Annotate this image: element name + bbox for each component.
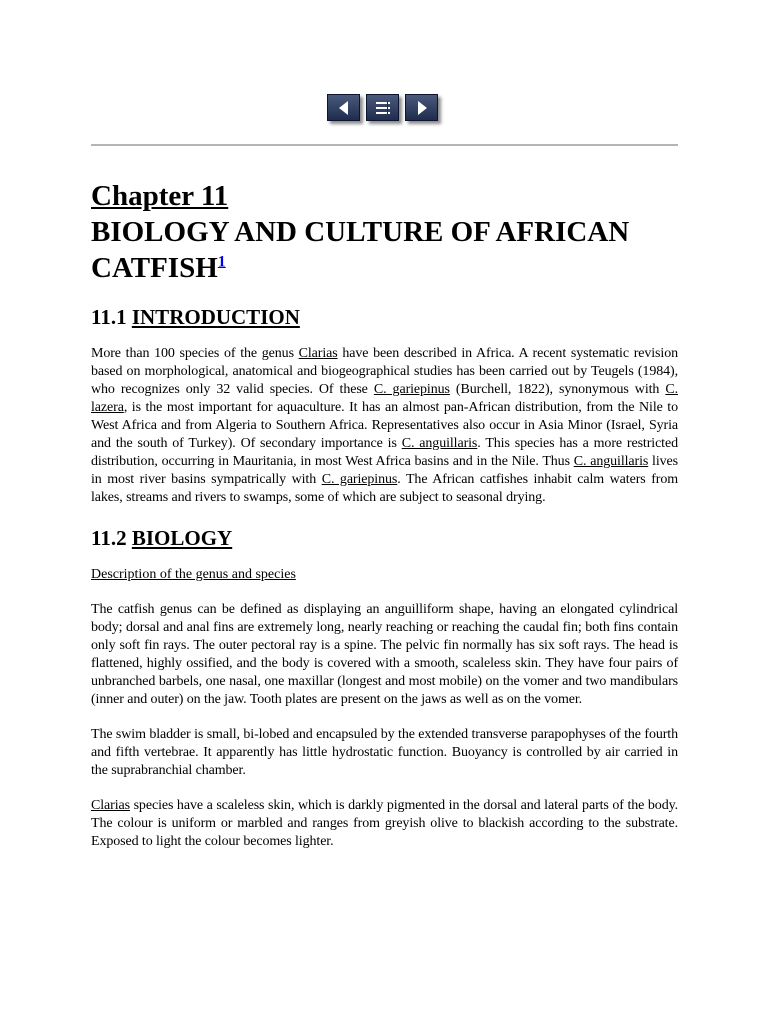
document-body (91, 178, 678, 868)
genus-name: Clarias (91, 798, 130, 813)
chapter-title: BIOLOGY AND CULTURE OF AFRICAN CATFISH (91, 216, 630, 284)
chapter-label: Chapter 11 (91, 180, 229, 212)
text-run: More than 100 species of the genus (91, 346, 299, 361)
previous-page-button[interactable] (327, 94, 360, 121)
species-name: C. gariepinus (373, 382, 450, 397)
section-heading-introduction (91, 304, 678, 330)
section-title: BIOLOGY (131, 526, 233, 550)
subheading: Description of the genus and species (91, 567, 296, 582)
section-number: 11.2 (91, 526, 132, 550)
body-paragraph (91, 797, 678, 851)
intro-paragraph (91, 345, 678, 507)
text-run: lives in most river basins sympatrically with (91, 454, 678, 487)
section-title: INTRODUCTION (131, 305, 300, 329)
species-name: C. anguillaris (573, 454, 649, 469)
footnote-link[interactable]: 1 (217, 253, 226, 271)
text-run: species have a scaleless skin, which is darkly pigmented in the dorsal and lateral parts of the body. The colour is uniform or marbled and ranges from greyish olive to blackish according to the substrate. Exposed to light the colour becomes lighter. (91, 798, 678, 849)
text-run: (Burchell, 1822), synonymous with (449, 382, 666, 397)
species-name: C. gariepinus (321, 472, 398, 487)
text-run: . The African catfishes inhabit calm waters from lakes, streams and rivers to swamps, some of which are subject to seasonal drying. (91, 472, 679, 505)
text-run: , is the most important for aquaculture. It has an almost pan-African distribution, from the Nile to West Africa and from Algeria to Southern Africa. Representatives also occur in Asia Minor (Israel, Syria and the south of Turkey). Of secondary importance is (91, 400, 678, 451)
horizontal-divider (91, 144, 678, 146)
text-run: . This species has a more restricted distribution, occurring in Mauritania, in most West Africa basins and in the Nile. Thus (91, 436, 678, 469)
triangle-left-icon (336, 100, 352, 116)
section-number: 11.1 (91, 305, 132, 329)
genus-name: Clarias (298, 346, 338, 361)
navigation-bar (327, 94, 438, 121)
table-of-contents-button[interactable] (366, 94, 399, 121)
list-icon (374, 100, 392, 116)
species-name: C. lazera (91, 382, 678, 415)
body-paragraph: The catfish genus can be defined as displaying an anguilliform shape, having an elongated cylindrical body; dorsal and anal fins are extremely long, nearly reaching or reaching the caudal fin; both fins contain only soft fin rays. The outer pectoral ray is a spine. The pelvic fin normally has six soft rays. The head is flattened, highly ossified, and the body is covered with a smooth, scaleless skin. They have four pairs of unbranched barbels, one nasal, one maxillar (longest and most mobile) on the vomer and two mandibulars (inner and outer) on the jaw. Tooth plates are present on the jaws as well as on the vomer. (91, 602, 678, 707)
body-paragraph: The swim bladder is small, bi-lobed and encapsuled by the extended transverse parapophyses of the fourth and fifth vertebrae. It apparently has little hydrostatic function. Buoyancy is controlled by air carried in the suprabranchial chamber. (91, 727, 678, 778)
chapter-heading (91, 178, 678, 286)
section-heading-biology (91, 525, 678, 551)
triangle-right-icon (414, 100, 430, 116)
text-run: have been described in Africa. A recent systematic revision based on morphological, anatomical and biogeographical studies has been carried out by Teugels (1984), who recognizes only 32 valid species. Of these (91, 346, 678, 397)
next-page-button[interactable] (405, 94, 438, 121)
species-name: C. anguillaris (401, 436, 478, 451)
